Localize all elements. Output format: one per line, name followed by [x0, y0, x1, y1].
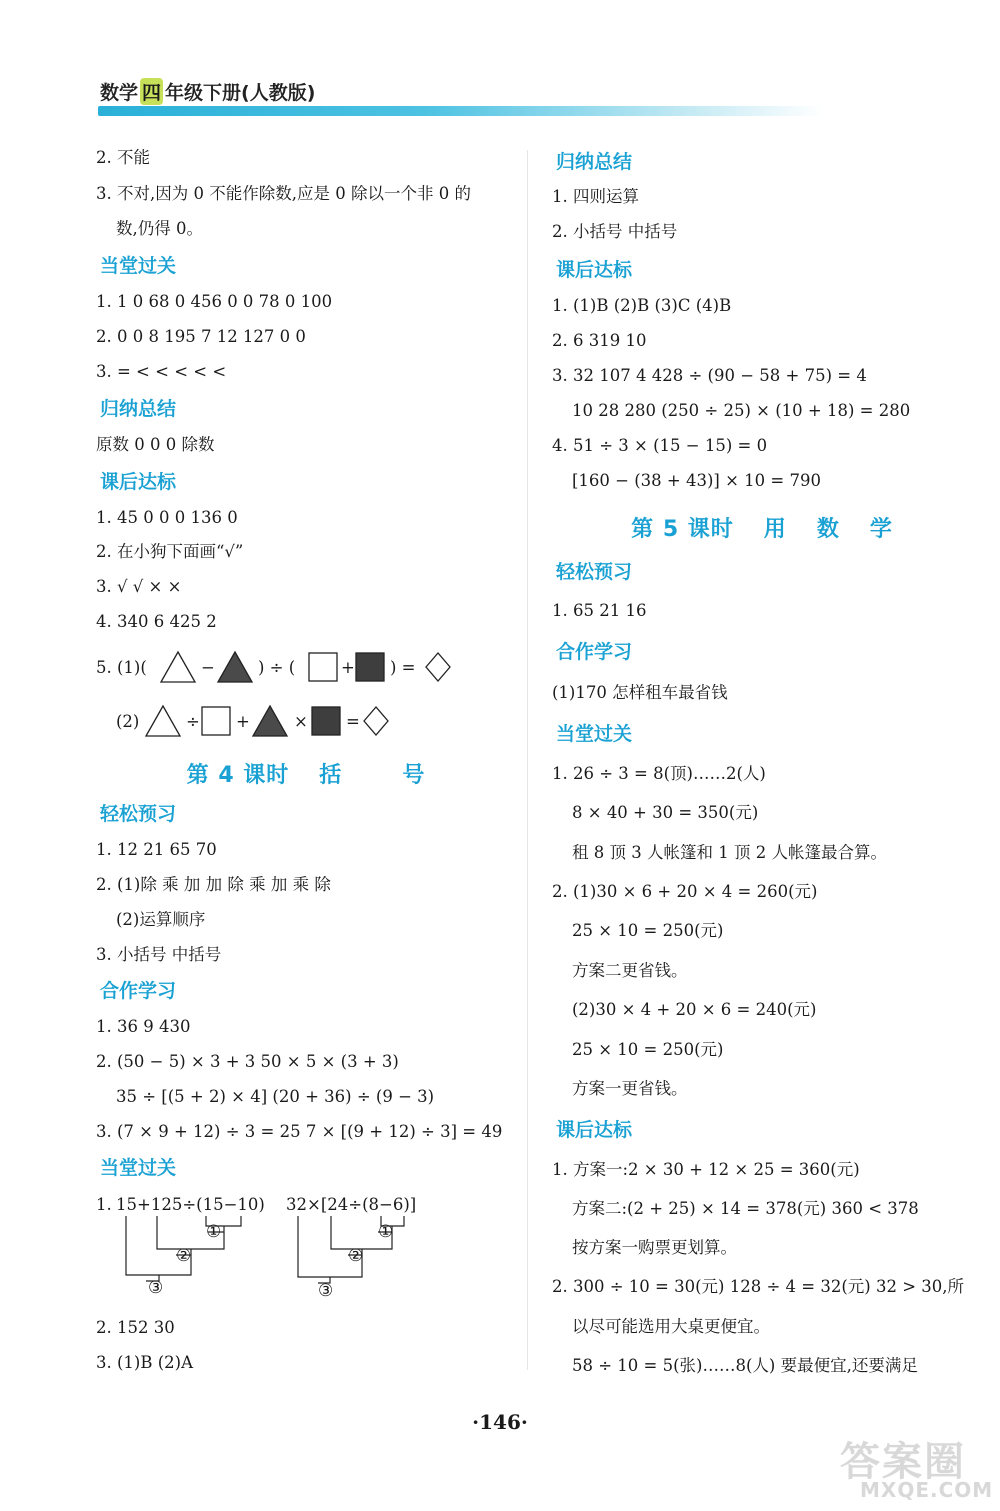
- diagram-expression-1: 15+125÷(15−10): [116, 1195, 265, 1214]
- shape-eq2-eq: =: [346, 712, 360, 731]
- shape-eq1-div: ) ÷ (: [258, 658, 296, 677]
- answer-line: 1. (1)B (2)B (3)C (4)B: [552, 296, 732, 315]
- answer-line: 原数 0 0 0 除数: [96, 435, 215, 454]
- header-grade: 四: [140, 78, 163, 105]
- lesson-name-part: 括: [319, 763, 343, 788]
- lesson-number: 第 5 课时: [631, 517, 734, 542]
- lesson-name-part: 号: [402, 763, 426, 788]
- diamond-outline-icon: [364, 707, 388, 735]
- answer-line: 1. 1 0 68 0 456 0 0 78 0 100: [96, 292, 333, 311]
- triangle-outline-icon: [146, 706, 180, 736]
- diamond-outline-icon: [426, 653, 450, 681]
- shape-eq2-div: ÷: [186, 712, 200, 731]
- watermark-logo: [840, 1430, 994, 1505]
- shape-equation-2: [116, 702, 496, 742]
- answer-line: (1)170 怎样租车最省钱: [552, 683, 728, 702]
- answer-line: 2. (1)除 乘 加 加 除 乘 加 乘 除: [96, 875, 331, 894]
- answer-line: 25 × 10 = 250(元): [572, 1040, 724, 1059]
- order-diagram-2: [286, 1192, 516, 1311]
- section-heading: 轻松预习: [100, 803, 177, 825]
- answer-line: 1. 26 ÷ 3 = 8(顶)……2(人): [552, 764, 766, 783]
- square-filled-icon: [356, 653, 384, 681]
- answer-line: 1. 四则运算: [552, 187, 639, 206]
- shape-eq2-prefix: (2): [116, 712, 140, 731]
- answer-line: 1. 方案一:2 × 30 + 12 × 25 = 360(元): [552, 1160, 860, 1179]
- section-heading: 课后达标: [556, 1119, 633, 1141]
- answer-line: 35 ÷ [(5 + 2) × 4] (20 + 36) ÷ (9 − 3): [116, 1087, 435, 1106]
- answer-line: 4. 340 6 425 2: [96, 612, 217, 631]
- answer-line: 58 ÷ 10 = 5(张)……8(人) 要最便宜,还要满足: [572, 1356, 918, 1375]
- lesson-name-part: 数: [816, 517, 840, 542]
- square-filled-icon: [312, 707, 340, 735]
- answer-line: 租 8 顶 3 人帐篷和 1 顶 2 人帐篷最合算。: [572, 843, 887, 862]
- section-heading: 合作学习: [556, 641, 633, 663]
- triangle-outline-icon: [161, 652, 195, 682]
- step-marker: ③: [148, 1278, 164, 1298]
- answer-line: 1. 65 21 16: [552, 601, 647, 620]
- answer-line: 2. 300 ÷ 10 = 30(元) 128 ÷ 4 = 32(元) 32 > 30,所: [552, 1277, 965, 1296]
- answer-line: 方案二:(2 + 25) × 14 = 378(元) 360 < 378: [572, 1199, 919, 1218]
- section-heading: 当堂过关: [100, 255, 177, 277]
- shape-eq1-minus: −: [201, 658, 215, 677]
- lesson-title: [552, 512, 972, 543]
- lesson-title: [96, 758, 516, 789]
- answer-line: [160 − (38 + 43)] × 10 = 790: [572, 471, 821, 490]
- section-heading: 课后达标: [100, 471, 177, 493]
- triangle-filled-icon: [253, 706, 287, 736]
- step-marker: ③: [318, 1281, 334, 1301]
- shape-eq2-plus: +: [236, 712, 250, 731]
- answer-line: 3. (7 × 9 + 12) ÷ 3 = 25 7 × [(9 + 12) ÷ 3] = 49: [96, 1122, 503, 1141]
- answer-line: 数,仍得 0。: [116, 219, 203, 238]
- answer-line: 8 × 40 + 30 = 350(元): [572, 803, 759, 822]
- diagram-number: 1.: [96, 1195, 112, 1214]
- answer-line: 方案二更省钱。: [572, 961, 688, 980]
- step-marker: ②: [348, 1246, 364, 1266]
- shape-eq1-prefix: 5. (1)(: [96, 658, 147, 677]
- diagram-expression-2: 32×[24÷(8−6)]: [286, 1195, 417, 1214]
- section-heading: 归纳总结: [100, 398, 177, 420]
- answer-line: 2. 6 319 10: [552, 331, 647, 350]
- answer-line: 3. = < < < < <: [96, 362, 227, 381]
- header-rule: [98, 106, 823, 116]
- shape-eq1-eq: ) =: [390, 658, 416, 677]
- step-marker: ①: [378, 1222, 394, 1242]
- section-heading: 当堂过关: [100, 1157, 177, 1179]
- header-title: 年级下册(人教版): [165, 82, 316, 104]
- header-subject: 数学: [100, 82, 139, 104]
- answer-line: 2. (1)30 × 6 + 20 × 4 = 260(元): [552, 882, 818, 901]
- square-outline-icon: [309, 653, 337, 681]
- step-marker: ②: [176, 1246, 192, 1266]
- answer-line: 3. 32 107 4 428 ÷ (90 − 58 + 75) = 4: [552, 366, 867, 385]
- lesson-name-part: 学: [869, 517, 893, 542]
- lesson-name-part: 用: [763, 517, 787, 542]
- answer-line: 方案一更省钱。: [572, 1079, 688, 1098]
- section-heading: 当堂过关: [556, 723, 633, 745]
- watermark-url: MXQE.COM: [860, 1478, 994, 1502]
- answer-line: 3. 小括号 中括号: [96, 945, 222, 964]
- step-marker: ①: [206, 1222, 222, 1242]
- answer-line: 25 × 10 = 250(元): [572, 921, 724, 940]
- answer-line: 2. (50 − 5) × 3 + 3 50 × 5 × (3 + 3): [96, 1052, 399, 1071]
- answer-line: 1. 36 9 430: [96, 1017, 191, 1036]
- square-outline-icon: [202, 707, 230, 735]
- answer-line: 3. (1)B (2)A: [96, 1353, 194, 1372]
- page-number: ·146·: [472, 1410, 528, 1434]
- section-heading: 合作学习: [100, 980, 177, 1002]
- answer-line: 2. 0 0 8 195 7 12 127 0 0: [96, 327, 306, 346]
- answer-line: 以尽可能选用大桌更便宜。: [572, 1317, 770, 1336]
- shape-eq2-times: ×: [294, 712, 308, 731]
- lesson-number: 第 4 课时: [186, 763, 290, 788]
- answer-line: 1. 45 0 0 0 136 0: [96, 508, 238, 527]
- shape-eq1-plus: +: [341, 658, 355, 677]
- answer-line: 按方案一购票更划算。: [572, 1238, 737, 1257]
- section-heading: 轻松预习: [556, 561, 633, 583]
- answer-line: 2. 不能: [96, 148, 150, 167]
- shape-equation-1: [96, 648, 496, 688]
- answer-line: 3. √ √ × ×: [96, 577, 182, 596]
- answer-line: 2. 小括号 中括号: [552, 222, 678, 241]
- answer-line: 10 28 280 (250 ÷ 25) × (10 + 18) = 280: [572, 401, 911, 420]
- answer-line: 2. 在小狗下面画“√”: [96, 542, 244, 561]
- answer-line: 3. 不对,因为 0 不能作除数,应是 0 除以一个非 0 的: [96, 184, 471, 203]
- column-divider: [527, 150, 528, 1370]
- answer-line: 2. 152 30: [96, 1318, 175, 1337]
- answer-line: 4. 51 ÷ 3 × (15 − 15) = 0: [552, 436, 768, 455]
- answer-line: 1. 12 21 65 70: [96, 840, 217, 859]
- answer-line: (2)运算顺序: [116, 910, 206, 929]
- book-header: [100, 78, 315, 105]
- section-heading: 课后达标: [556, 259, 633, 281]
- section-heading: 归纳总结: [556, 151, 633, 173]
- watermark-text: 答案圈: [840, 1439, 966, 1485]
- answer-line: (2)30 × 4 + 20 × 6 = 240(元): [572, 1000, 817, 1019]
- triangle-filled-icon: [218, 652, 252, 682]
